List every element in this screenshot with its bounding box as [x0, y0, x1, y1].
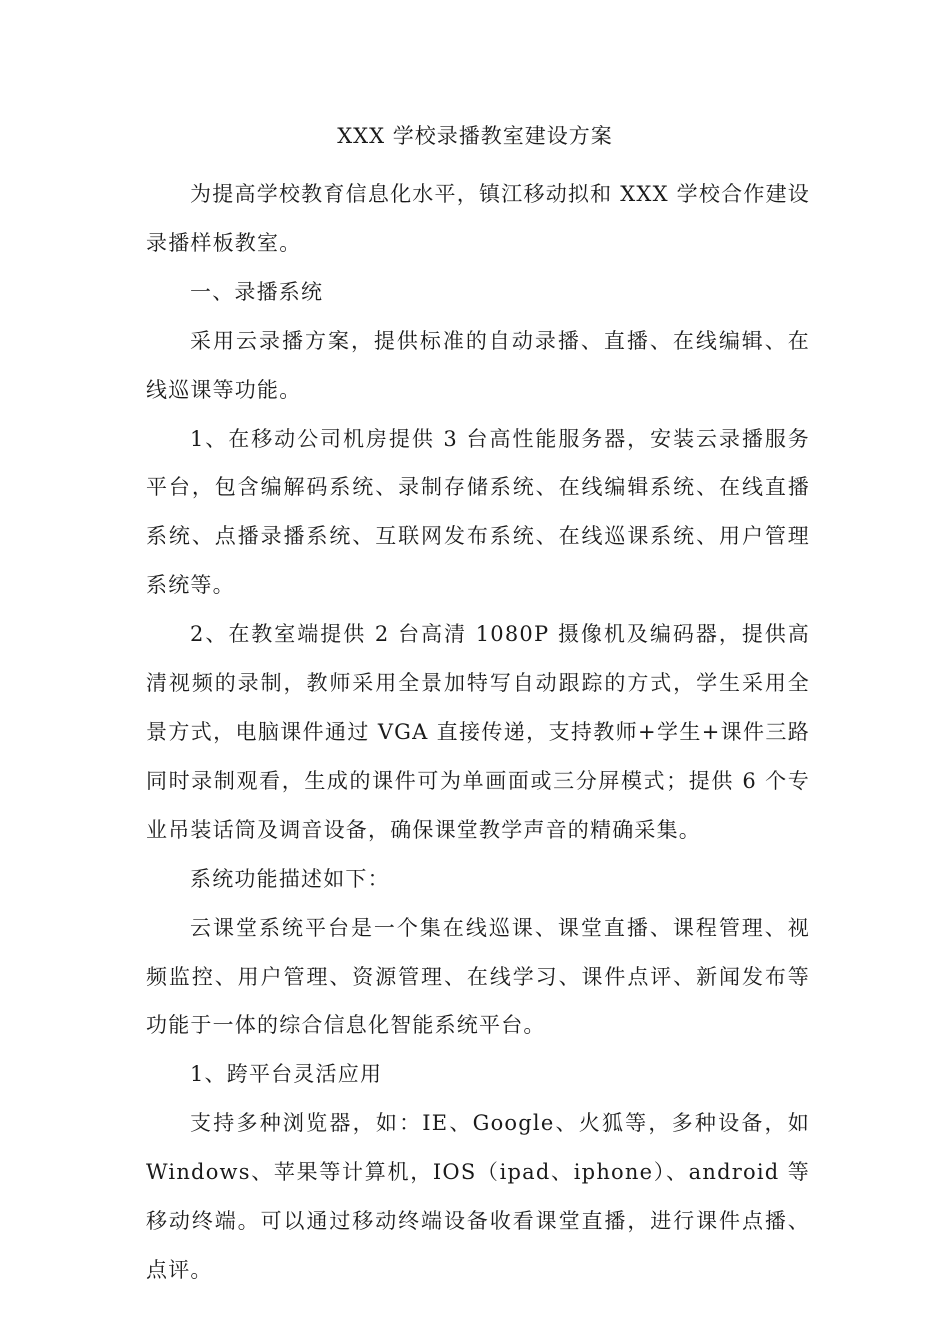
- document-title: XXX 学校录播教室建设方案: [337, 124, 613, 148]
- paragraph-browser-support: 支持多种浏览器，如：IE、Google、火狐等，多种设备，如 Windows、苹果等计算机，IOS（ipad、iphone）、android 等移动终端。可以通过移动终端设备收看课堂直播，进行课件点播、点评。: [146, 1111, 810, 1282]
- paragraph-function-intro: 系统功能描述如下：: [190, 866, 390, 891]
- paragraph-intro: 为提高学校教育信息化水平，镇江移动拟和 XXX 学校合作建设录播样板教室。: [146, 182, 810, 255]
- paragraph-cloud-recording: 采用云录播方案，提供标准的自动录播、直播、在线编辑、在线巡课等功能。: [146, 328, 810, 402]
- section-heading-recording-system: 一、录播系统: [190, 279, 324, 304]
- paragraph-server-room: 1、在移动公司机房提供 3 台高性能服务器，安装云录播服务平台，包含编解码系统、录制存储系统、在线编辑系统、在线直播系统、点播录播系统、互联网发布系统、在线巡课系统、用户管理系统等。: [146, 426, 810, 598]
- subheading-cross-platform: 1、跨平台灵活应用: [190, 1062, 383, 1087]
- paragraph-classroom-equipment: 2、在教室端提供 2 台高清 1080P 摄像机及编码器，提供高清视频的录制，教师采用全景加特写自动跟踪的方式，学生采用全景方式，电脑课件通过 VGA 直接传递，支持教师+学生+课件三路同时录制观看，生成的课件可为单画面或三分屏模式；提供 6 个专业吊装话筒及调音设备，确保课堂教学声音的精确采集。: [146, 622, 810, 842]
- paragraph-platform-description: 云课堂系统平台是一个集在线巡课、课堂直播、课程管理、视频监控、用户管理、资源管理、在线学习、课件点评、新闻发布等功能于一体的综合信息化智能系统平台。: [146, 915, 810, 1038]
- document-body: [146, 170, 810, 1295]
